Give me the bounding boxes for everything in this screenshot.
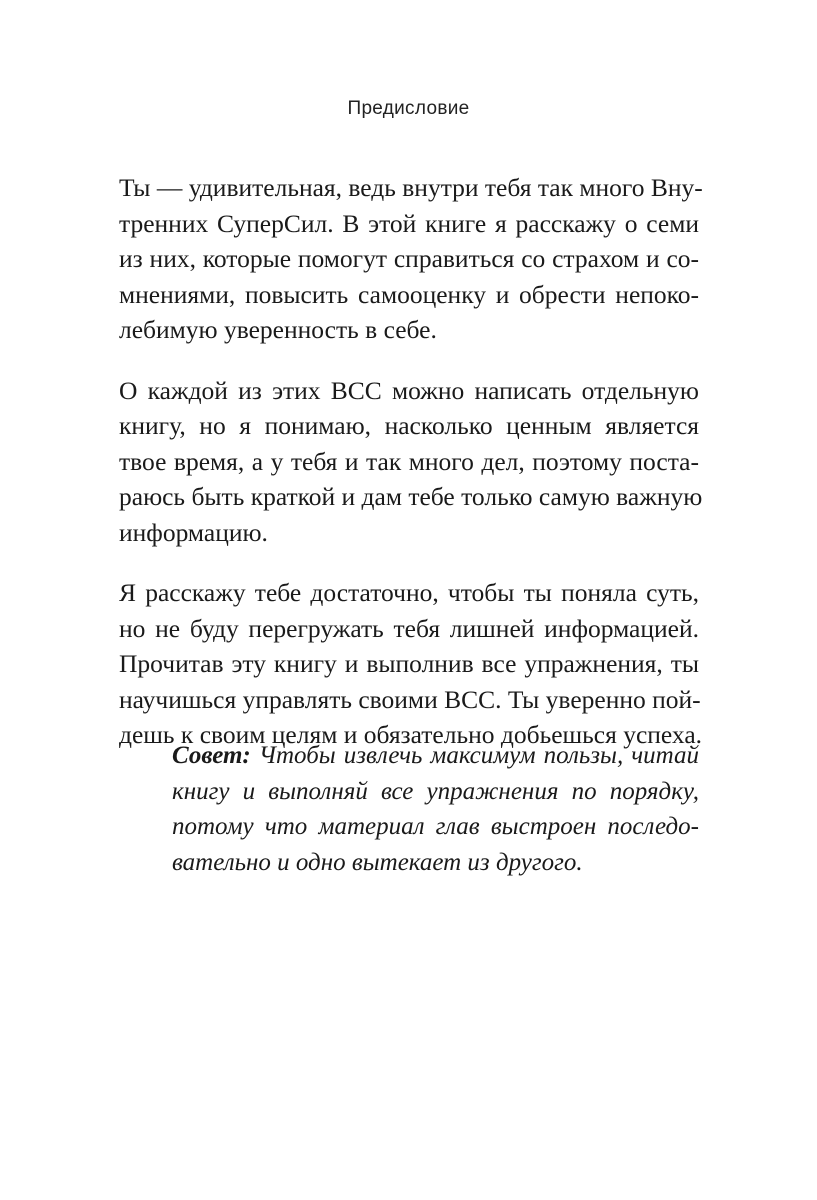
text-line: но не буду перегружать тебя лишней информацией. xyxy=(119,613,699,643)
running-head: Предисловие xyxy=(347,98,470,119)
text-line: лебимую уверенность в себе. xyxy=(119,315,437,344)
text-line: твое время, а у тебя и так много дел, поэтому поста- xyxy=(119,446,699,476)
body-text xyxy=(119,170,703,778)
text-line: из них, которые помогут справиться со страхом и со- xyxy=(119,244,699,273)
text-line: книгу, но я понимаю, насколько ценным является xyxy=(119,411,699,440)
tip-line: вательно и одно вытекает из другого. xyxy=(172,848,583,876)
tip-label: Совет: xyxy=(172,742,251,769)
text-line: информацию. xyxy=(119,517,268,547)
paragraph-2 xyxy=(119,373,703,551)
text-line: О каждой из этих ВСС можно написать отдельную xyxy=(119,375,699,405)
text-line: Я расскажу тебе достаточно, чтобы ты поняла суть, xyxy=(119,578,699,607)
text-line: раюсь быть краткой и дам тебе только самую важную xyxy=(119,482,703,511)
paragraph-3 xyxy=(119,575,703,753)
text-line: Ты — удивительная, ведь внутри тебя так много Вну- xyxy=(119,173,703,202)
tip-text: Чтобы извлечь максимум пользы, читай xyxy=(250,742,699,769)
text-line: тренних СуперСил. В этой книге я расскажу о семи xyxy=(119,208,699,238)
text-line: Прочитав эту книгу и выполнив все упражнения, ты xyxy=(119,649,699,678)
text-line: мнениями, повысить самооценку и обрести непоко- xyxy=(119,279,699,309)
paragraph-1 xyxy=(119,170,703,348)
tip-line: потому что материал глав выстроен последо- xyxy=(172,813,699,840)
tip-line: книгу и выполняй все упражнения по порядку, xyxy=(172,777,699,805)
text-line: научишься управлять своими ВСС. Ты уверенно пой- xyxy=(119,684,701,714)
tip-first-line xyxy=(172,738,699,774)
tip-block xyxy=(172,738,699,880)
text-line: дешь к своим целям и обязательно добьешься успеха. xyxy=(119,720,703,749)
